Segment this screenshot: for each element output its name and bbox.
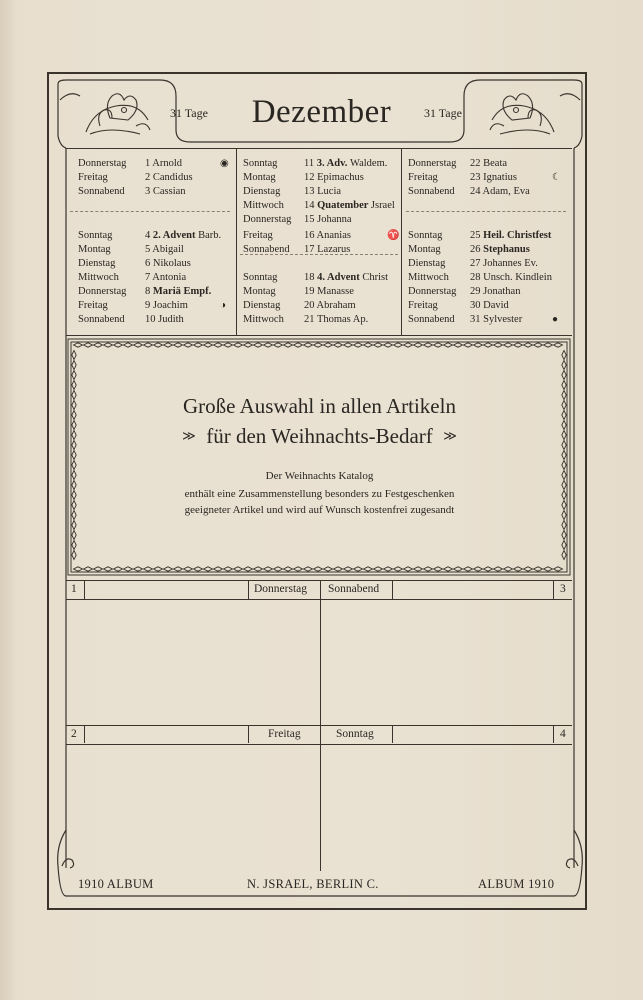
calendar-row [402,299,573,313]
half-moon-icon: ◑ [220,300,227,311]
day-and-name [145,243,184,257]
feast-name: 3. Adv. [316,158,351,169]
note-number-1: 1 [71,583,77,595]
day-number: 25 [470,230,484,241]
weekday: Montag [78,244,111,255]
weekday: Donnerstag [78,286,127,297]
day-and-name [304,285,354,299]
saint-name: Arnold [152,158,183,169]
calendar-row [237,157,402,171]
days-count-right: 31 Tage [424,106,462,120]
saint-name: Jonathan [483,286,521,297]
weekday: Sonnabend [78,186,125,197]
day-and-name [145,271,186,285]
weekday: Dienstag [408,258,446,269]
calendar-column-2 [236,149,402,335]
saint-name: Abigail [152,244,184,255]
weekday: Montag [243,286,276,297]
weekday: Freitag [243,230,273,241]
day-number: 14 [304,200,318,211]
advertisement [73,342,566,572]
days-count-left: 31 Tage [170,106,208,120]
calendar-row [66,229,236,243]
saint-name: Lazarus [317,244,351,255]
week-separator [70,211,230,212]
calendar-row [402,171,573,185]
weekday: Freitag [408,172,438,183]
notes-cell-line [248,581,249,599]
calendar-row [237,229,402,243]
weekday: Sonnabend [408,314,455,325]
note-day-freitag: Freitag [268,728,301,740]
notes-area [66,580,572,871]
notes-cell-line [392,725,393,743]
saint-name: Manasse [317,286,354,297]
weekday: Sonnabend [408,186,455,197]
calendar-row [66,185,236,199]
saint-name: Nikolaus [152,258,191,269]
week-separator [240,254,398,255]
note-number-2: 2 [71,728,77,740]
day-and-name [304,157,387,171]
crescent-moon-icon: ☾ [552,172,561,183]
day-number: 4 [145,230,153,241]
day-number: 21 [304,314,317,325]
calendar-row [66,243,236,257]
saint-name: Christ [362,272,389,283]
notes-header-bottom [66,725,572,745]
day-and-name [304,213,352,227]
page-title: Dezember [251,94,392,130]
day-and-name [470,243,530,257]
day-number: 27 [470,258,484,269]
day-and-name [470,157,507,171]
calendar-row [402,157,573,171]
calendar-row [402,285,573,299]
feast-name: Stephanus [483,244,530,255]
weekday: Sonntag [243,158,278,169]
ad-text-line-2: enthält eine Zusammenstellung besonders zu Festgeschenken [184,488,455,500]
day-number: 30 [470,300,484,311]
feast-name: Quatember [317,200,371,211]
day-number: 5 [145,244,153,255]
day-number: 10 [145,314,159,325]
week-separator [406,211,566,212]
weekday: Freitag [78,172,108,183]
weekday: Donnerstag [408,158,457,169]
day-and-name [145,313,184,327]
day-and-name [145,157,182,171]
footer-left: 1910 ALBUM [78,877,154,891]
ad-text-line-3: geeigneter Artikel und wird auf Wunsch kostenfrei zugesandt [184,504,455,516]
day-number: 2 [145,172,153,183]
saint-name: Jsrael [370,200,395,211]
saint-name: Sylvester [483,314,523,325]
calendar-row [66,285,236,299]
day-and-name [145,229,221,243]
saint-name: Waldem. [350,158,388,169]
weekday: Sonntag [78,230,113,241]
calendar-column-1 [66,149,236,335]
day-number: 16 [304,230,317,241]
weekday: Donnerstag [408,286,457,297]
note-number-3: 3 [560,583,566,595]
day-and-name [145,185,186,199]
day-and-name [304,271,388,285]
day-number: 28 [470,272,484,283]
weekday: Sonnabend [243,244,290,255]
day-number: 23 [470,172,484,183]
day-and-name [470,299,509,313]
weekday: Freitag [78,300,108,311]
day-number: 1 [145,158,153,169]
day-and-name [470,171,517,185]
day-number: 20 [304,300,317,311]
day-and-name [304,299,356,313]
weekday: Mittwoch [408,272,449,283]
calendar-row [402,313,573,327]
day-number: 7 [145,272,153,283]
saint-name: Cassian [152,186,186,197]
ad-headline: Große Auswahl in allen Artikeln [183,394,456,418]
calendar-row [237,185,402,199]
weekday: Dienstag [78,258,116,269]
weekday: Sonnabend [78,314,125,325]
day-number: 22 [470,158,484,169]
calendar-row [237,213,402,227]
calendar-row [66,271,236,285]
calendar-row [402,243,573,257]
feast-name: Heil. Christfest [483,230,552,241]
ad-subheadline-text: für den Weihnachts-Bedarf [206,424,433,448]
calendar-row [237,271,402,285]
weekday: Dienstag [243,300,281,311]
day-and-name [145,171,193,185]
notes-cell-line [553,725,554,743]
feast-name: 4. Advent [317,272,363,283]
weekday: Donnerstag [243,214,292,225]
weekday: Donnerstag [78,158,127,169]
calendar-row [66,157,236,171]
calendar-row [237,199,402,213]
calendar-column-3 [401,149,573,335]
saint-name: Johanna [317,214,352,225]
note-day-sonntag: Sonntag [336,728,374,740]
notes-header-top [66,581,572,600]
notes-cell-line [248,725,249,743]
day-and-name [470,285,520,299]
weekday: Montag [408,244,441,255]
note-day-sonnabend: Sonnabend [328,583,380,595]
full-moon-icon: ◉ [220,158,229,169]
ornament-right-icon: ≫ [443,428,457,443]
saint-name: Thomas Ap. [316,314,369,325]
calendar-row [66,299,236,313]
notes-divider [320,581,321,871]
notes-cell-line [392,581,393,599]
notes-cell-line [84,581,85,599]
day-number: 13 [304,186,318,197]
day-number: 31 [470,314,484,325]
day-number: 8 [145,286,153,297]
day-number: 19 [304,286,318,297]
saint-name: Lucia [317,186,342,197]
saint-name: Candidus [152,172,193,183]
note-day-donnerstag: Donnerstag [254,583,308,595]
day-number: 12 [304,172,318,183]
feast-name: Mariä Empf. [152,286,212,297]
day-number: 11 [304,158,317,169]
day-number: 3 [145,186,153,197]
day-number: 6 [145,258,153,269]
day-number: 18 [304,272,318,283]
footer-right: ALBUM 1910 [478,877,555,891]
calendar-row [402,185,573,199]
weekday: Mittwoch [78,272,119,283]
ad-text-line-1: Der Weihnachts Katalog [265,470,374,482]
feast-name: 2. Advent [152,230,199,241]
calendar-row [237,313,402,327]
weekday: Freitag [408,300,438,311]
saint-name: Johannes Ev. [483,258,538,269]
saint-name: Antonia [152,272,187,283]
notes-cell-line [553,581,554,599]
ornament-left-icon: ≫ [182,428,196,443]
day-number: 24 [470,186,483,197]
day-and-name [470,257,538,271]
day-and-name [470,185,530,199]
calendar-row [402,257,573,271]
saint-name: Ananias [316,230,351,241]
saint-name: Beata [483,158,508,169]
calendar-row [237,171,402,185]
saint-name: Judith [158,314,184,325]
calendar-row [66,313,236,327]
day-number: 15 [304,214,318,225]
day-and-name [470,313,522,327]
calendar-row [66,257,236,271]
saint-name: David [483,300,509,311]
weekday: Sonntag [408,230,443,241]
calendar-row [237,299,402,313]
weekday: Sonntag [243,272,278,283]
weekday: Mittwoch [243,200,284,211]
notes-cell-line [84,725,85,743]
day-and-name [145,257,191,271]
day-and-name [145,285,211,299]
day-number: 9 [145,300,153,311]
new-moon-icon: ● [552,314,559,325]
saint-name: Adam, Eva [482,186,530,197]
weekday: Dienstag [243,186,281,197]
calendar-row [402,271,573,285]
day-and-name [304,185,341,199]
day-number: 26 [470,244,484,255]
ad-subheadline [73,424,566,449]
day-and-name [304,313,368,327]
day-and-name [145,299,188,313]
saint-name: Barb. [198,230,222,241]
saint-name: Epimachus [317,172,364,183]
saint-name: Abraham [316,300,356,311]
weekday: Montag [243,172,276,183]
note-number-4: 4 [560,728,566,740]
day-and-name [304,199,395,213]
calendar-row [237,285,402,299]
saint-name: Joachim [152,300,188,311]
saint-name: Ignatius [483,172,517,183]
day-and-name [304,229,351,243]
saint-name: Unsch. Kindlein [483,272,552,283]
calendar-row [402,229,573,243]
day-and-name [470,229,551,243]
first-quarter-icon: ♈ [387,230,400,241]
day-number: 17 [304,244,318,255]
weekday: Mittwoch [243,314,284,325]
calendar-table [66,148,572,336]
day-number: 29 [470,286,484,297]
calendar-row [66,171,236,185]
day-and-name [470,271,552,285]
footer-publisher: N. JSRAEL, BERLIN C. [247,877,379,891]
day-and-name [304,171,364,185]
